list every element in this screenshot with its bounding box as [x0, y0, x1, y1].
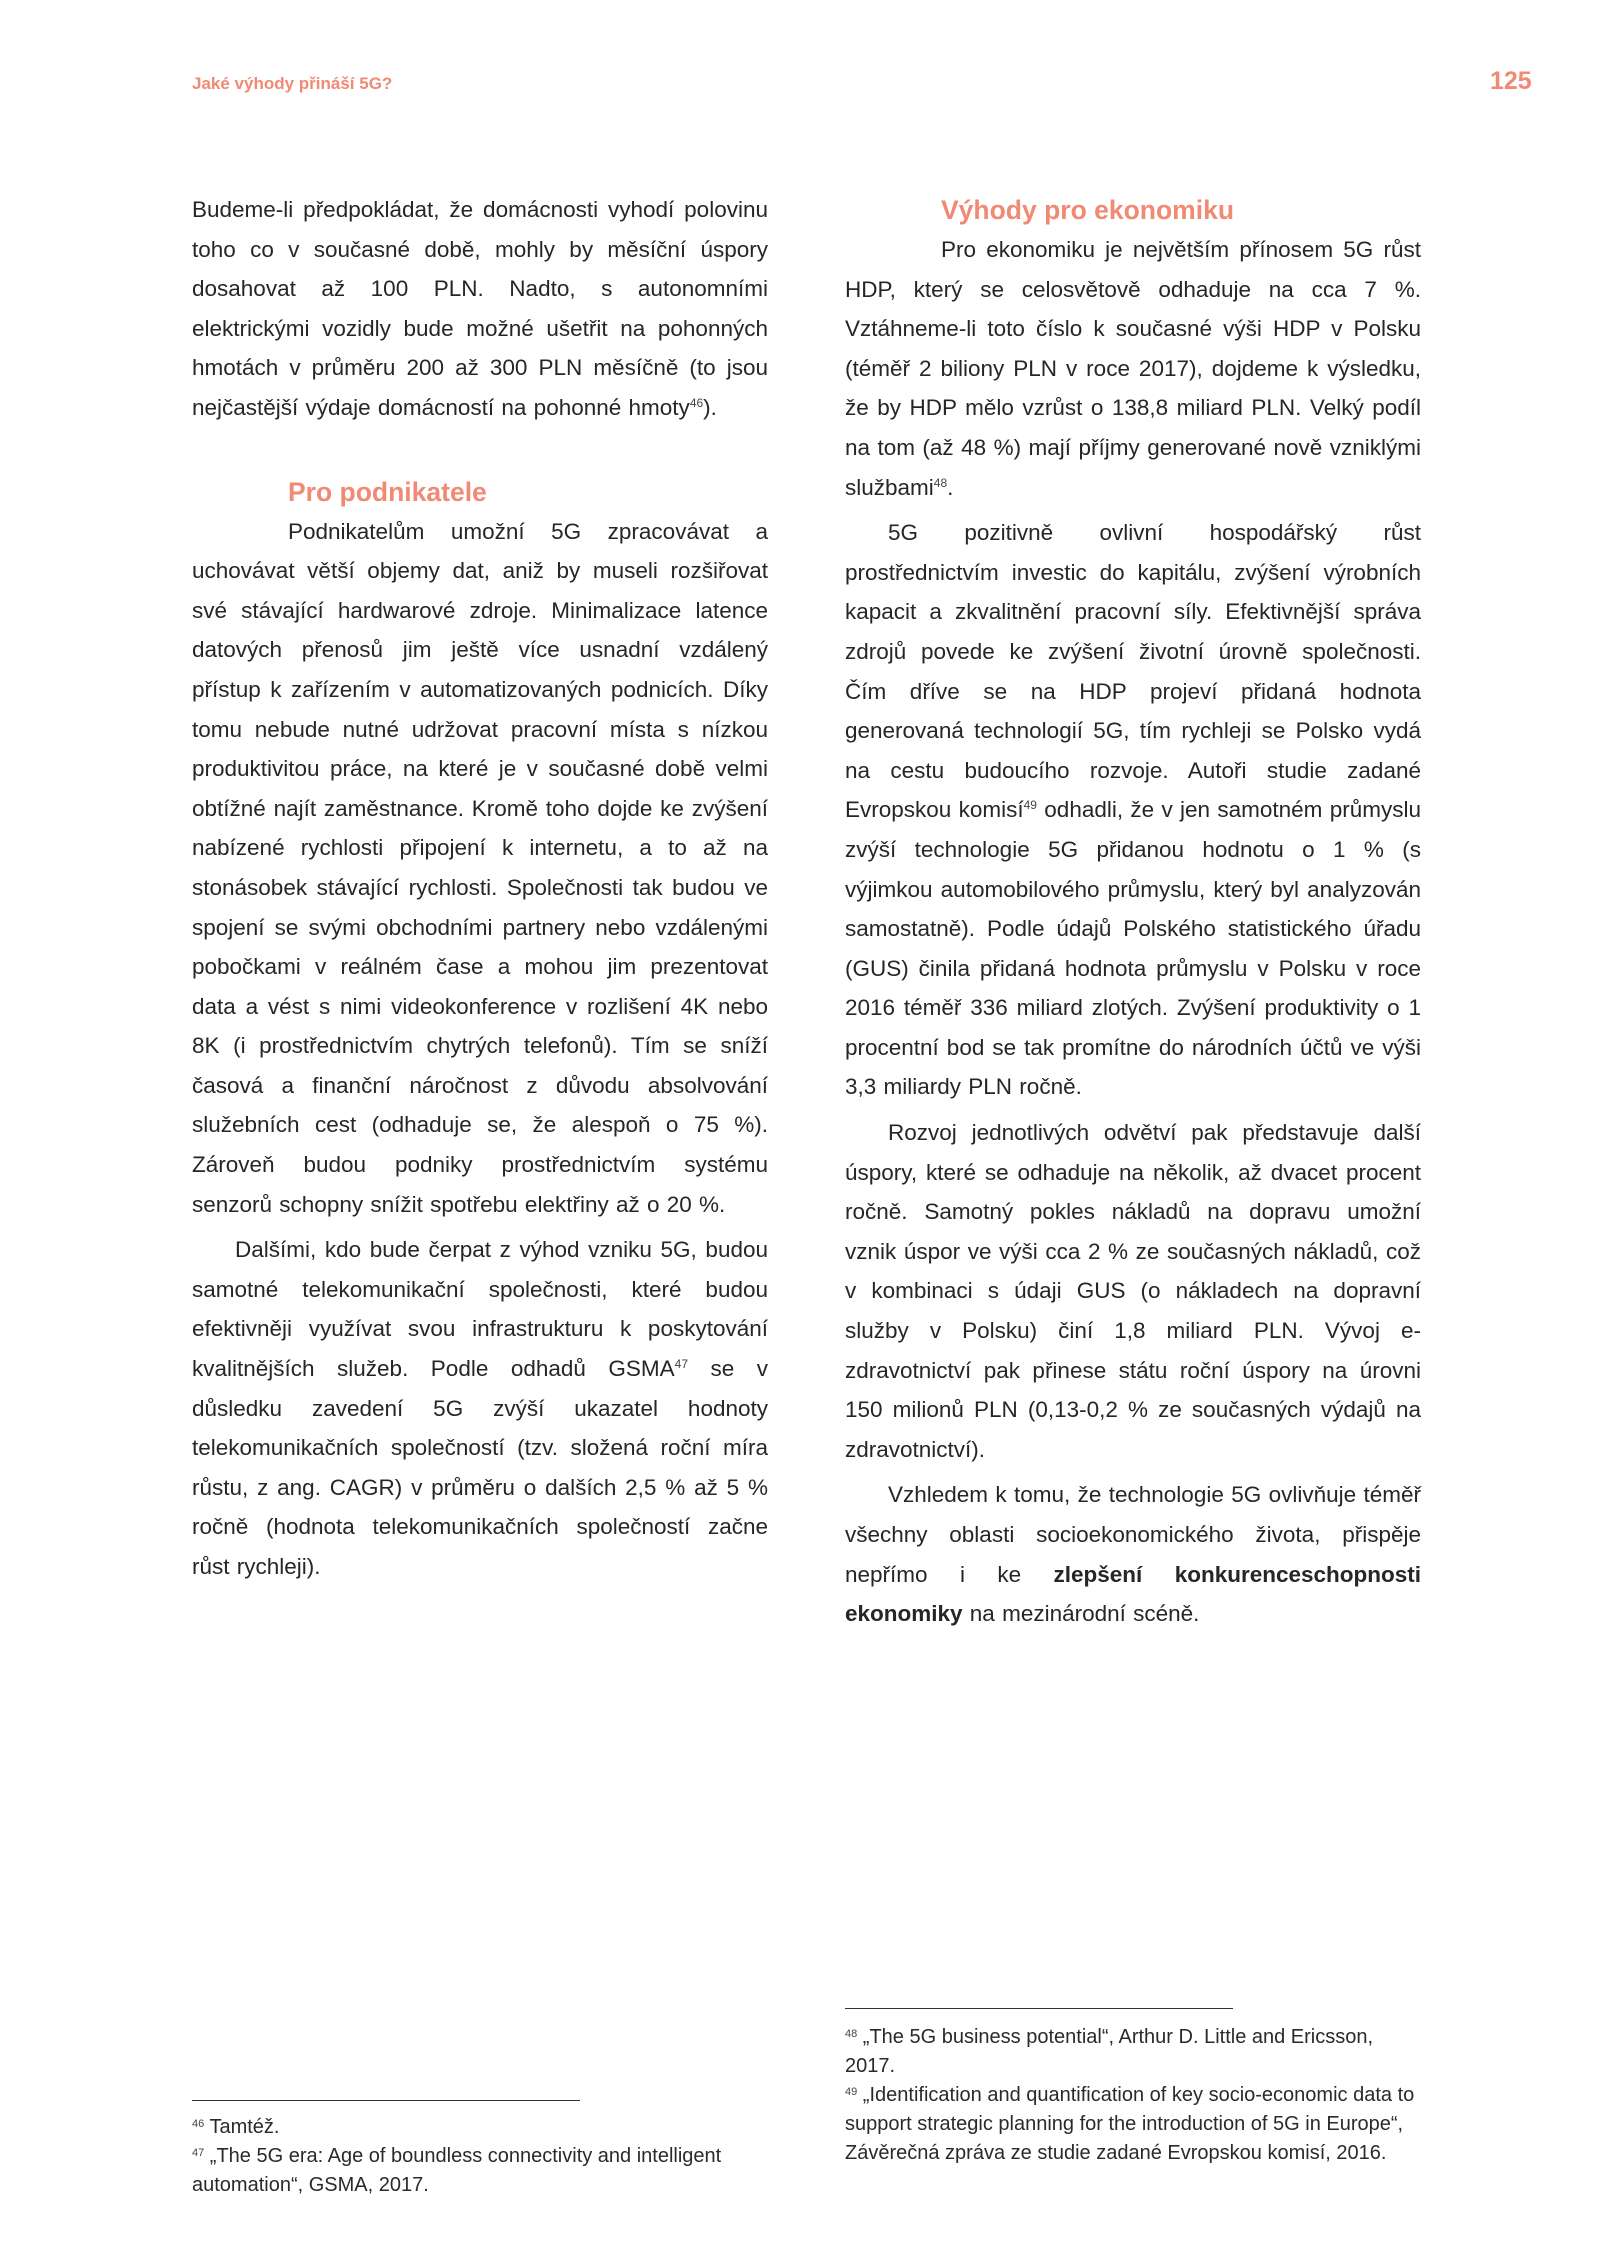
paragraph: Vzhledem k tomu, že technologie 5G ovlivňuje téměř všechny oblasti socioekonomického života, přispěje nepřímo i ke zlepšení konkurenceschopnosti ekonomiky na mezinárodní scéně.: [845, 1482, 1421, 1627]
footnotes-left: [192, 2113, 768, 2200]
footnote-divider: [845, 2008, 1233, 2009]
section-heading-business: Pro podnikatele: [288, 476, 487, 507]
running-title: Jaké výhody přináší 5G?: [192, 74, 393, 93]
paragraph: 5G pozitivně ovlivní hospodářský růst prostřednictvím investic do kapitálu, zvýšení výrobních kapacit a zkvalitnění pracovní síly. Efektivnější správa zdrojů povede ke zvýšení životní úrovně společnosti. Čím dříve se na HDP projeví přidaná hodnota generovaná technologií 5G, tím rychleji se Polsko vydá na cestu budoucího rozvoje. Autoři studie zadané Evropskou komisí$^{49}$ odhadli, že v jen samotném průmyslu zvýší technologie 5G přidanou hodnotu o 1 % (s výjimkou automobilového průmyslu, který byl analyzován samostatně). Podle údajů Polského statistického úřadu (GUS) činila přidaná hodnota průmyslu v Polsku v roce 2016 téměř 336 miliard zlotých. Zvýšení produktivity o 1 procentní bod se tak promítne do národních účtů ve výši 3,3 miliardy PLN ročně.: [845, 520, 1421, 1100]
paragraph: Dalšími, kdo bude čerpat z výhod vzniku 5G, budou samotné telekomunikační společnosti, které budou efektivněji využívat svou infrastrukturu k poskytování kvalitnějších služeb. Podle odhadů GSMA$^{47}$ se v důsledku zavedení 5G zvýší ukazatel hodnoty telekomunikačních společností (tzv. složená roční míra růstu, z ang. CAGR) v průměru o dalších 2,5 % až 5 % ročně (hodnota telekomunikačních společností začne růst rychleji).: [192, 1237, 768, 1579]
page-number: 125: [1490, 67, 1532, 95]
footnote: $^{47}$ „The 5G era: Age of boundless connectivity and intelligent automation“, GSMA, 2017.: [192, 2145, 722, 2196]
left-column: [192, 190, 768, 1587]
paragraph: Podnikatelům umožní 5G zpracovávat a uchovávat větší objemy dat, aniž by museli rozšiřovat své stávající hardwarové zdroje. Minimalizace latence datových přenosů jim ještě více usnadní vzdálený přístup k zařízením v automatizovaných podnicích. Díky tomu nebude nutné udržovat pracovní místa s nízkou produktivitou práce, na které je v současné době velmi obtížné najít zaměstnance. Kromě toho dojde ke zvýšení nabízené rychlosti připojení k internetu, a to až na stonásobek stávající rychlosti. Společnosti tak budou ve spojení se svými obchodními partnery nebo vzdálenými pobočkami v reálném čase a mohou jim prezentovat data a vést s nimi videokonference v rozlišení 4K nebo 8K (i prostřednictvím chytrých telefonů). Tím se sníží časová a finanční náročnost z důvodu absolvování služebních cest (odhaduje se, že alespoň o 75 %). Zároveň budou podniky prostřednictvím systému senzorů schopny snížit spotřebu elektřiny až o 20 %.: [192, 518, 768, 1217]
footnote: $^{49}$ „Identification and quantification of key socio-economic data to support strategic planning for the introduction of 5G in Europe“, Závěrečná zpráva ze studie zadané Evropskou komisí, 2016.: [845, 2084, 1415, 2164]
footnote: $^{48}$ „The 5G business potential“, Arthur D. Little and Ericsson, 2017.: [845, 2026, 1374, 2077]
section-heading-economy: Výhody pro ekonomiku: [941, 195, 1235, 225]
footnote-ref: 49: [1023, 798, 1037, 813]
right-column: [845, 190, 1421, 1634]
paragraph: Budeme-li předpokládat, že domácnosti vyhodí polovinu toho co v současné době, mohly by měsíční úspory dosahovat až 100 PLN. Nadto, s autonomními elektrickými vozidly bude možné ušetřit na pohonných hmotách v průměru 200 až 300 PLN měsíčně (to jsou nejčastější výdaje domácností na pohonné hmoty$^{46}$).: [192, 197, 768, 420]
paragraph: Pro ekonomiku je největším přínosem 5G růst HDP, který se celosvětově odhaduje na cca 7 %. Vztáhneme-li toto číslo k současné výši HDP v Polsku (téměř 2 biliony PLN v roce 2017), dojdeme k výsledku, že by HDP mělo vzrůst o 138,8 miliard PLN. Velký podíl na tom (až 48 %) mají příjmy generované nově vzniklými službami$^{48}$.: [845, 237, 1421, 500]
bold-phrase: zlepšení konkurenceschopnosti ekonomiky: [845, 1561, 1421, 1627]
footnote-ref: 46: [689, 395, 704, 410]
footnote-ref: 48: [933, 475, 948, 490]
paragraph: Rozvoj jednotlivých odvětví pak představuje další úspory, které se odhaduje na několik, až dvacet procent ročně. Samotný pokles nákladů na dopravu umožní vznik úspor ve výši cca 2 % ze současných nákladů, což v kombinaci s údaji GUS (o nákladech na dopravní služby v Polsku) činí 1,8 miliard PLN. Vývoj e-zdravotnictví pak přinese státu roční úspory na úrovni 150 milionů PLN (0,13-0,2 % ze současných výdajů na zdravotnictví).: [845, 1120, 1421, 1462]
footnotes-right: [845, 2023, 1421, 2168]
footnote-divider: [192, 2100, 580, 2101]
footnote: $^{46}$ Tamtéž.: [192, 2116, 280, 2138]
footnote-ref: 47: [674, 1357, 689, 1372]
